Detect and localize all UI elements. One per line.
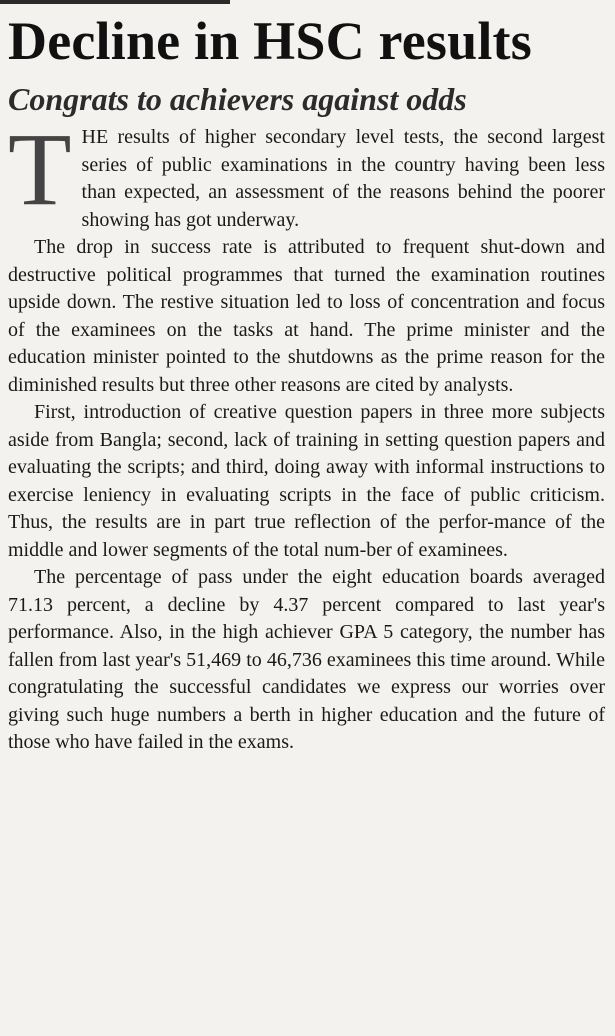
headline: Decline in HSC results	[8, 11, 532, 71]
subheadline: Congrats to achievers against odds	[8, 81, 467, 117]
drop-cap: T	[8, 112, 72, 227]
paragraph-1-text: HE results of higher secondary level tests, the second largest series of public examinations in the country having been less than expected, an assessment of the reasons behind the poorer showing has got underway.	[81, 126, 605, 231]
paragraph-2: The drop in success rate is attributed to frequent shut-down and destructive political programmes that turned the examination routines upside down. The restive situation led to loss of concentration and focus of the examinees on the tasks at hand. The prime minister and the education minister pointed to the shutdowns as the prime reason for the diminished results but three other reasons are cited by analysts.	[8, 236, 605, 396]
paragraph-3: First, introduction of creative question papers in three more subjects aside from Bangla; second, lack of training in setting question papers and evaluating the scripts; and third, doing away with informal instructions to exercise leniency in evaluating scripts in the face of public criticism. Thus, the results are in part true reflection of the perfor-mance of the middle and lower segments of the total num-ber of examinees.	[8, 401, 605, 561]
article-body	[8, 112, 605, 757]
paragraph-4: The percentage of pass under the eight education boards averaged 71.13 percent, a decline by 4.37 percent compared to last year's performance. Also, in the high achiever GPA 5 category, the number has fallen from last year's 51,469 to 46,736 examinees this time around. While congratulating the successful candidates we express our worries over giving such huge numbers a berth in higher education and the future of those who have failed in the exams.	[8, 566, 605, 753]
paragraph-1	[8, 112, 605, 234]
top-rule	[0, 0, 230, 4]
